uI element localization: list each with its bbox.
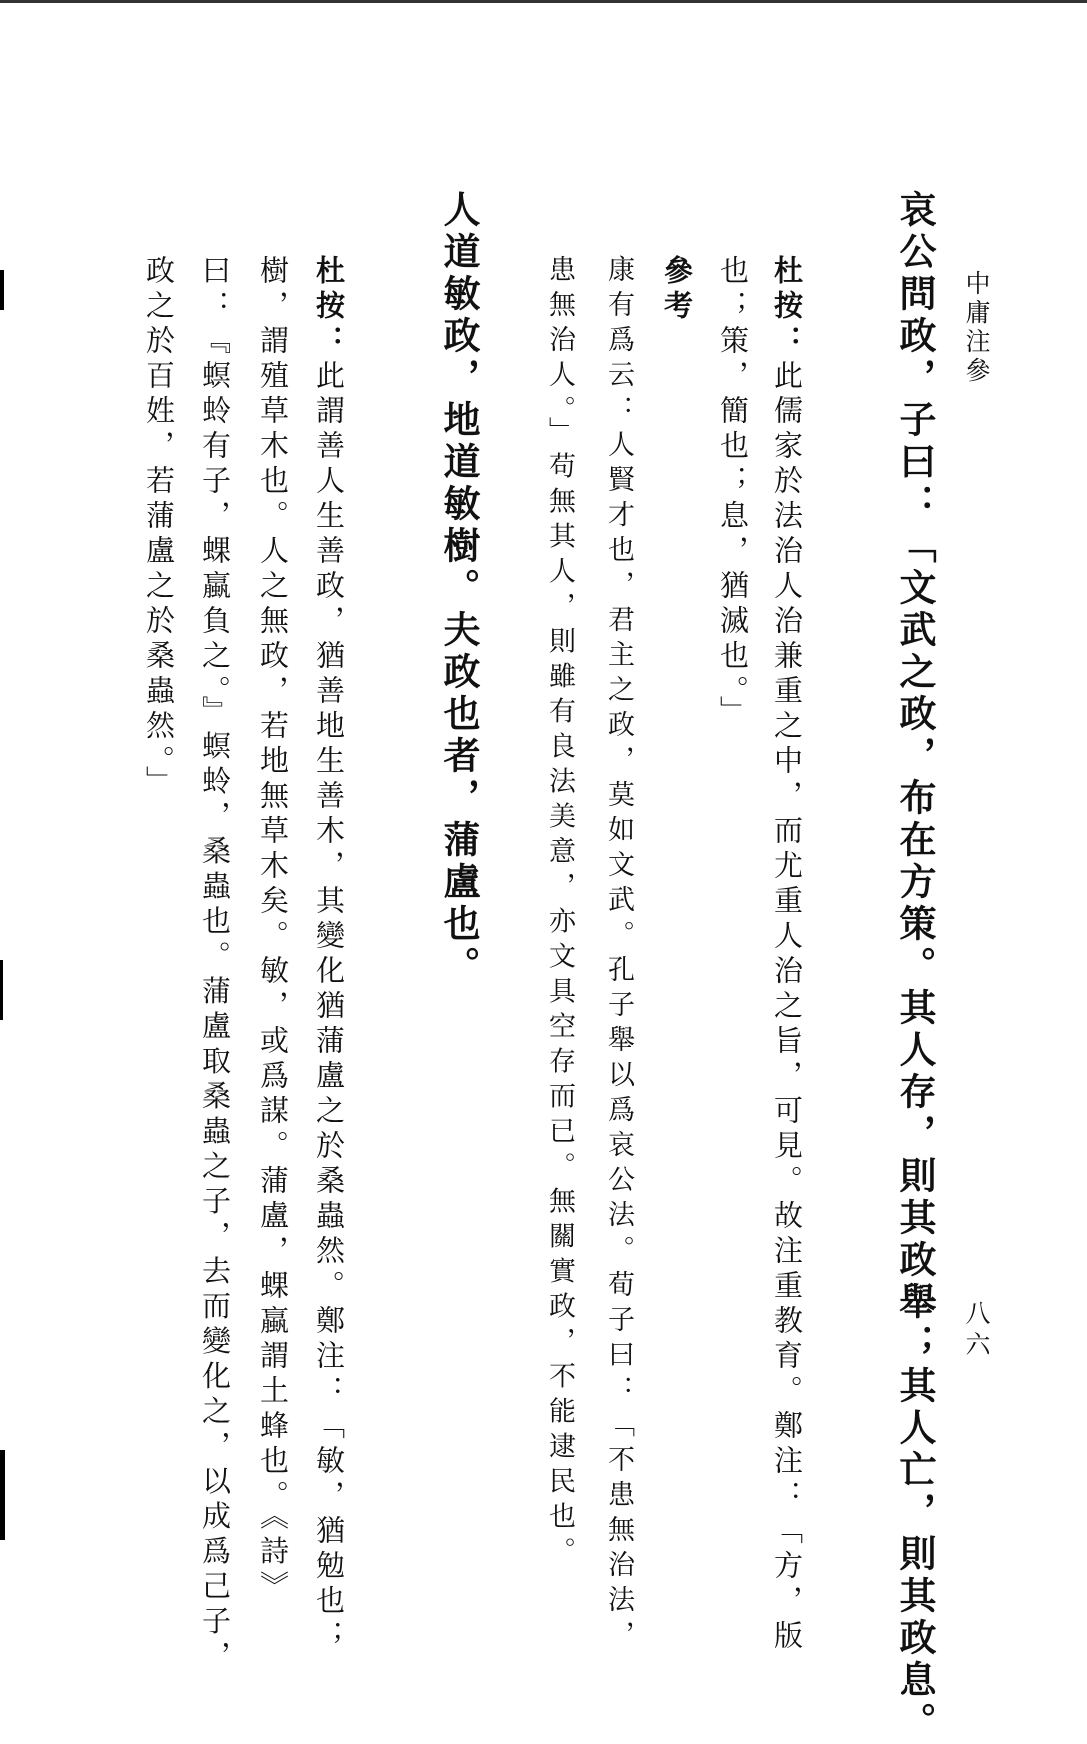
commentary-section1 <box>770 255 804 1655</box>
reference-line: 患無治人。」苟無其人，則雖有良法美意，亦文具空存而已。無關實政，不能逮民也。 <box>544 255 575 1572</box>
commentary-label: 杜按： <box>312 255 346 360</box>
commentary-line: 樹，謂殖草木也。人之無政，若地無草木矣。敏，或爲謀。蒲盧，蜾蠃謂土蜂也。《詩》 <box>256 255 290 1606</box>
reference-line: 康有爲云：人賢才也，君主之政，莫如文武。孔子舉以爲哀公法。荀子曰：「不患無治法， <box>603 255 634 1655</box>
page-number: 八六 <box>962 1300 991 1362</box>
running-title: 中庸注參 <box>962 270 991 386</box>
commentary-line: 曰：『螟蛉有子，蜾蠃負之。』螟蛉，桑蟲也。蒲盧取桑蟲之子，去而變化之，以成爲己子， <box>198 255 232 1676</box>
reference-heading: 參考 <box>660 255 694 325</box>
scan-margin-mark <box>0 960 3 1020</box>
main-text-section2: 人道敏政，地道敏樹。夫政也者，蒲盧也。 <box>437 190 481 988</box>
scan-margin-mark <box>0 270 4 310</box>
main-text-section1: 哀公問政，子曰：「文武之政，布在方策。其人存，則其政舉；其人亡，則其政息。 <box>893 190 937 1744</box>
commentary-section2 <box>312 255 346 1655</box>
page-top-edge <box>0 0 1087 3</box>
commentary-section1-cont: 也；策，簡也；息，猶滅也。」 <box>716 255 750 731</box>
commentary-line: 政之於百姓，若蒲盧之於桑蟲然。」 <box>142 255 176 801</box>
scan-margin-mark <box>0 1450 5 1540</box>
commentary-line: 此儒家於法治人治兼重之中，而尤重人治之旨，可見。故注重教育。鄭注：「方，版 <box>770 360 804 1655</box>
commentary-label: 杜按： <box>770 255 804 360</box>
commentary-line: 此謂善人生善政，猶善地生善木，其變化猶蒲盧之於桑蟲然。鄭注：「敏，猶勉也； <box>312 360 346 1655</box>
